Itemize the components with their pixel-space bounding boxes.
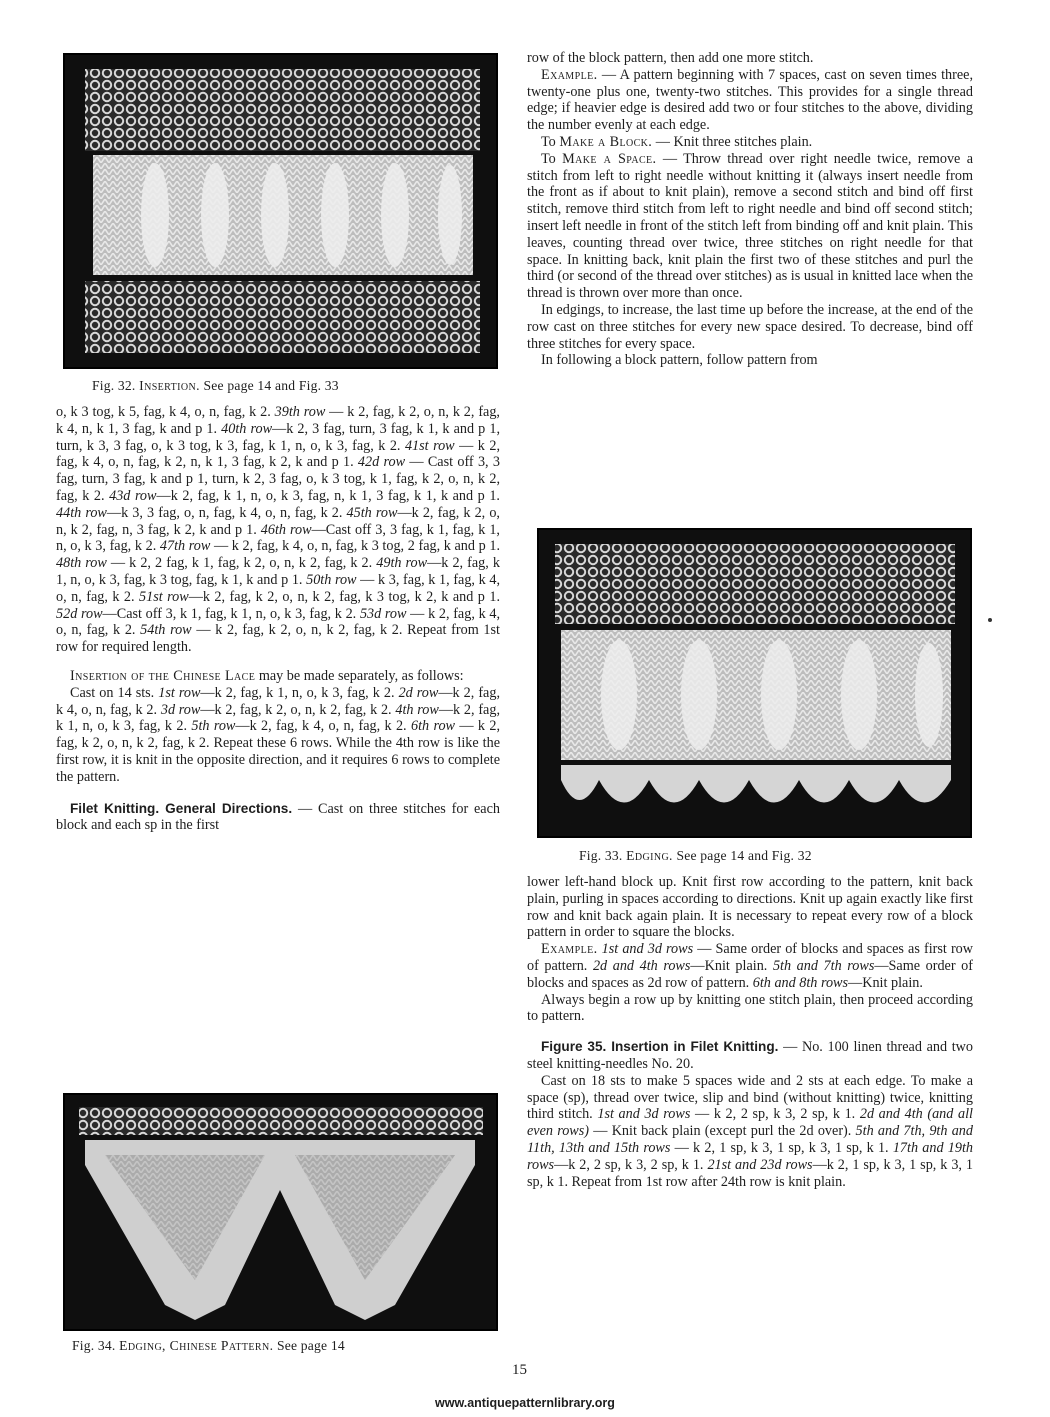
following-block-pattern: In following a block pattern, follow pattern from <box>541 352 818 369</box>
figure35-instructions: Cast on 18 sts to make 5 spaces wide and 2 sts at each edge. To make a space (sp), thread over twice, slip and bind (without knitting) twice, knitting third stitch. 1st and 3d rows — k 2, 2 sp, k 3, 2 sp, k 1. 2d and 4th (and all even rows) — Knit back plain (except purl the 2d over). 5th and 7th, 9th and 11th, 13th and 15th rows — k 2, 1 sp, k 3, 1 sp, k 3, 1 sp, k 1. 17th and 19th rows—k 2, 2 sp, k 3, 2 sp, k 1. 21st and 23d rows—k 2, 1 sp, k 3, 1 sp, k 3, 1 sp, k 1. Repeat from 1st row after 24th row is knit plain. <box>527 1072 974 1190</box>
left-column-text <box>56 404 500 834</box>
example-block-rows: Example. 1st and 3d rows — Same order of blocks and spaces as first row of pattern. 2d and 4th rows—Knit plain. 5th and 7th rows—Same order of blocks and spaces as 2d row of pattern. 6th and 8th rows—Knit plain. <box>527 941 974 991</box>
text-run: 5th row <box>191 718 236 735</box>
text-run: 6th and 8th rows <box>752 974 849 991</box>
text-run: Make a Space. <box>562 150 657 167</box>
text-run: 54th row <box>140 622 192 639</box>
text-run: 53d row <box>359 605 407 622</box>
text-run: 49th row <box>376 555 428 572</box>
text-run: Figure 35. Insertion in Filet Knitting. <box>541 1039 779 1055</box>
text-run: 4th row <box>395 701 439 718</box>
fig33-edging-photo <box>537 528 972 838</box>
pattern-rows-39-54: o, k 3 tog, k 5, fag, k 4, o, n, fag, k 2. 39th row — k 2, fag, k 2, o, n, k 2, fag, k 4, n, k 1, 3 fag, k and p 1. 40th row—k 2, 3 fag, turn, 3 fag, k 1, k and p 1, turn, k 3, 3 fag, o, k 3 tog, k 3, fag, k 1, n, o, k 3, fag, k 2. 41st row — k 2, fag, k 4, o, n, fag, k 2, n, k 1, 3 fag, k 2, k and p 1. 42d row — Cast off 3, 3 fag, turn, 3 fag, k and p 1, turn, k 2, 3 fag, o, k 3 tog, k 1, fag, k 2, o, n, k 2, fag, k 2. 43d row—k 2, fag, k 1, n, o, k 3, fag, n, k 1, 3 fag, k 1, k and p 1. 44th row—k 3, 3 fag, o, n, fag, k 4, o, n, fag, k 2. 45th row—k 2, fag, k 2, o, n, k 2, fag, n, 3 fag, k 2, k and p 1. 46th row—Cast off 3, 3 fag, k 1, fag, k 1, n, o, k 3, fag, k 2. 47th row — k 2, fag, k 4, o, n, fag, k 3 tog, 2 fag, k and p 1. 48th row — k 2, 2 fag, k 1, fag, k 2, o, n, k 2, fag, k 2. 49th row—k 2, fag, k 1, n, o, k 3, fag, k 3 tog, fag, k 1, k and p 1. 50th row — k 3, fag, k 1, fag, k 4, o, n, fag, k 2. 51st row—k 2, fag, k 2, o, n, k 2, fag, k 3 tog, k 2, k and p 1. 52d row—Cast off 3, k 1, fag, k 1, n, o, k 3, fag, k 2. 53d row — k 2, fag, k 4, o, n, fag, k 2. 54th row — k 2, fag, k 2, o, n, k 2, fag, k 2. Repeat from 1st row for required length. <box>56 404 501 656</box>
page-number: 15 <box>512 1362 527 1378</box>
text-run: 39th row <box>274 404 326 420</box>
text-run: 5th and 7th, 9th and 11th, 13th and 15th rows <box>527 1123 973 1156</box>
fig32-insertion-photo <box>63 53 498 369</box>
text-run: 44th row <box>56 504 107 521</box>
block-pattern-continuation: row of the block pattern, then add one more stitch. <box>527 50 814 66</box>
text-run: 50th row <box>306 571 357 588</box>
text-run: 43d row <box>109 487 157 504</box>
text-run: Make a Block. <box>559 133 653 150</box>
example-spaces: Example. — A pattern beginning with 7 spaces, cast on seven times three, twenty-one plus one, twenty-two stitches. This provides for a single thread edge; if heavier edge is desired add two or four stitches to the above, dividing the number evenly at each edge. <box>527 66 973 134</box>
text-run: 3d row <box>160 701 201 718</box>
text-run: 5th and 7th rows <box>772 957 875 974</box>
text-run: 42d row <box>357 454 406 471</box>
text-run: 1st and 3d rows <box>597 1106 691 1123</box>
fig34-caption: Fig. 34. Edging, Chinese Pattern. See page 14 <box>72 1338 345 1353</box>
text-run: 2d and 4th (and all even rows) <box>527 1106 973 1140</box>
text-run: 2d and 4th rows <box>592 957 691 974</box>
text-run: 41st row <box>404 437 455 454</box>
filet-knitting-general-directions: Filet Knitting. General Directions. — Cast on three stitches for each block and each sp in the first <box>56 800 500 834</box>
text-run: Example. <box>541 941 598 958</box>
footer-url: www.antiquepatternlibrary.org <box>435 1396 615 1410</box>
text-run: 45th row <box>346 504 398 521</box>
insertion-chinese-lace-rows: Cast on 14 sts. 1st row—k 2, fag, k 1, n, o, k 3, fag, k 2. 2d row—k 2, fag, k 4, o, n, fag, k 2. 3d row—k 2, fag, k 2, o, n, k 2, fag, k 2. 4th row—k 2, fag, k 1, n, o, k 3, fag, k 2. 5th row—k 2, fag, k 4, o, n, fag, k 2. 6th row — k 2, fag, k 2, o, n, k 2, fag, k 2. Repeat these 6 rows. While the 4th row is like the first row, it is knit in the opposite direction, and it requires 6 rows to complete the pattern. <box>56 684 501 785</box>
figure35-heading: Figure 35. Insertion in Filet Knitting. — No. 100 linen thread and two steel knitting-needles No. 20. <box>527 1039 974 1072</box>
text-run: 46th row <box>260 521 312 538</box>
text-run: Insertion of the Chinese Lace <box>70 667 256 684</box>
text-run: 21st and 23d rows <box>707 1156 813 1173</box>
edgings-increase-decrease: In edgings, to increase, the last time up before the increase, at the end of the row cast on three stitches for every new space desired. To decrease, bind off three stitches for every space. <box>527 301 973 352</box>
right-column-text-bottom <box>527 874 973 1190</box>
text-run: 48th row <box>56 555 107 572</box>
text-run: 47th row <box>159 538 211 555</box>
right-column-text-top <box>527 50 973 369</box>
fig33-caption: Fig. 33. Edging. See page 14 and Fig. 32 <box>579 848 812 863</box>
text-run: 2d row <box>398 684 439 701</box>
insertion-chinese-lace-intro: Insertion of the Chinese Lace may be made separately, as follows: <box>70 667 464 684</box>
text-run: 1st and 3d rows <box>601 941 694 958</box>
fig32-caption: Fig. 32. Insertion. See page 14 and Fig. 33 <box>92 378 339 393</box>
to-make-a-space: To Make a Space. — Throw thread over right needle twice, remove a stitch from left to right needle without knitting it (always insert needle from the front as if about to knit plain), remove a second stitch and bind off first stitch, remove third stitch from left to right needle and bind off second stitch; insert left needle in front of the stitch left from binding off and knit plain. This leaves, counting thread over twice, three stitches on right needle for that space. In knitting back, knit plain the first two of these stitches and purl the third (or second of the thread over stitches) as is usual in knitted lace when the thread is thrown over more than once. <box>527 150 973 302</box>
text-run: Example. <box>541 66 598 83</box>
stray-dot <box>988 618 992 622</box>
text-run: Filet Knitting. General Directions. <box>70 800 293 816</box>
to-make-a-block: To Make a Block. — Knit three stitches plain. <box>541 133 813 150</box>
fig34-edging-chinese-pattern-photo <box>63 1093 498 1331</box>
text-run: 40th row <box>221 420 273 437</box>
block-up-instructions: lower left-hand block up. Knit first row according to the pattern, knit back plain, purling in spaces according to directions. Knit up again exactly like first row and knit back again plain. It is necessary to repeat every row of a block pattern in order to square the blocks. <box>527 874 973 941</box>
text-run: 1st row <box>158 684 201 701</box>
text-run: 6th row <box>410 718 456 735</box>
text-run: 17th and 19th rows <box>527 1139 973 1173</box>
text-run: 52d row <box>56 605 103 622</box>
text-run: 51st row <box>139 588 189 605</box>
begin-row-note: Always begin a row up by knitting one stitch plain, then proceed according to pattern. <box>527 991 973 1025</box>
